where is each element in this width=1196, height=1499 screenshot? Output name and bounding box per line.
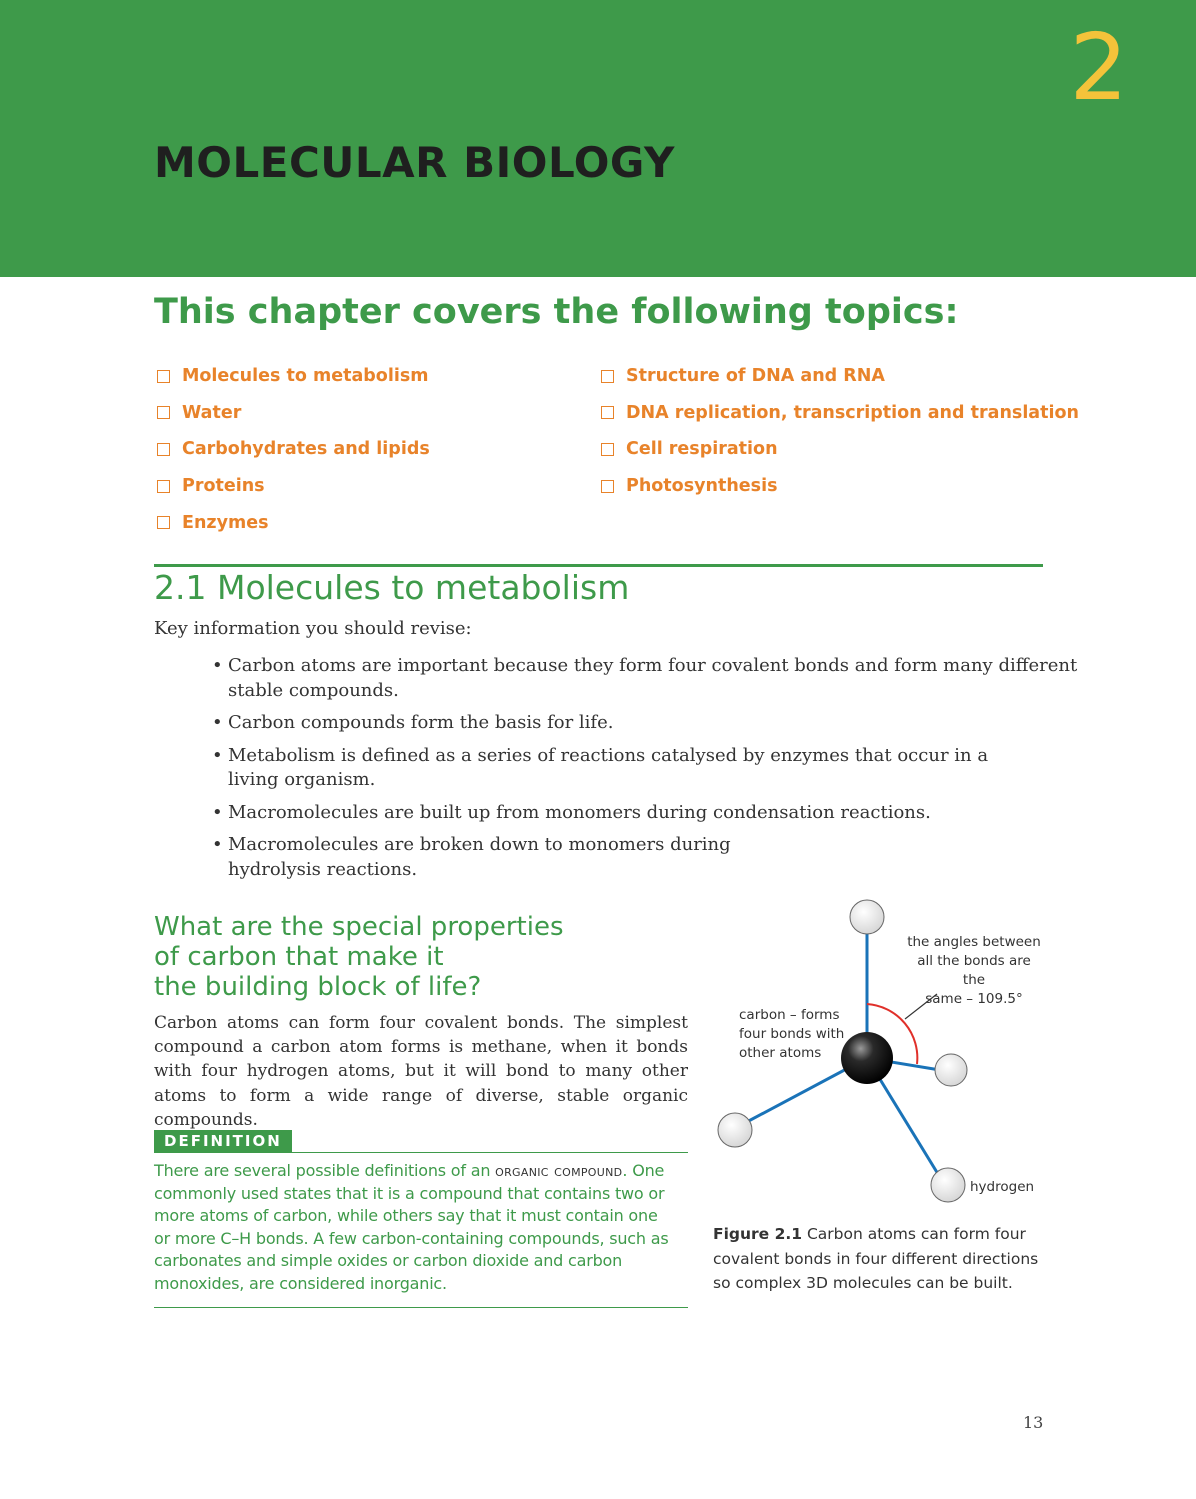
question-heading: What are the special properties of carbon that make it the building block of life? <box>154 912 564 1002</box>
list-item: • Macromolecules are built up from monomers during condensation reactions. <box>212 801 1077 826</box>
carbon-paragraph: Carbon atoms can form four covalent bonds. The simplest compound a carbon atom forms is methane, when it bonds with four hydrogen atoms, but it will bond to many other atoms to form a wide range of diverse, stable organic compounds. <box>154 1013 688 1130</box>
definition-box <box>154 1130 688 1308</box>
checkbox-icon <box>601 406 614 419</box>
hydrogen-atom-top <box>850 900 884 934</box>
topic-item: Water <box>154 395 430 432</box>
definition-rule-top <box>154 1152 688 1153</box>
figure-caption: Figure 2.1 Carbon atoms can form four covalent bonds in four different directions so complex 3D molecules can be built. <box>713 1225 1039 1292</box>
topic-item: Enzymes <box>154 504 430 541</box>
topic-item: DNA replication, transcription and translation <box>598 395 1079 432</box>
checkbox-icon <box>601 480 614 493</box>
section-title: 2.1 Molecules to metabolism <box>154 568 630 607</box>
checkbox-icon <box>157 443 170 456</box>
topics-list-right <box>598 358 1079 504</box>
checkbox-icon <box>157 480 170 493</box>
definition-tag: DEFINITION <box>154 1130 292 1152</box>
topic-item: Photosynthesis <box>598 468 1079 505</box>
checkbox-icon <box>601 443 614 456</box>
hydrogen-atom-bottom-right <box>931 1168 965 1202</box>
topic-item: Proteins <box>154 468 430 505</box>
hydrogen-atom-left <box>718 1113 752 1147</box>
section-divider <box>154 564 1043 567</box>
carbon-atom <box>841 1032 893 1084</box>
chapter-banner <box>0 0 1196 277</box>
key-info-list <box>212 654 1077 890</box>
hydrogen-label: hydrogen <box>970 1179 1035 1195</box>
chapter-title: MOLECULAR BIOLOGY <box>154 138 675 187</box>
topic-item: Structure of DNA and RNA <box>598 358 1079 395</box>
key-info-intro: Key information you should revise: <box>154 618 472 639</box>
figure-number: Figure 2.1 <box>713 1225 803 1243</box>
methane-figure <box>700 888 1060 1218</box>
topics-list-left <box>154 358 430 541</box>
topic-item: Carbohydrates and lipids <box>154 431 430 468</box>
list-item: • Metabolism is defined as a series of reactions catalysed by enzymes that occur in a living organism. <box>212 744 1077 793</box>
checkbox-icon <box>157 406 170 419</box>
checkbox-icon <box>157 516 170 529</box>
definition-text: There are several possible definitions of an organic compound. One commonly used states that it is a compound that contains two or more atoms of carbon, while others say that it must contain one or more C–H bonds. A few carbon-containing compounds, such as carbonates and simple oxides or carbon dioxide and carbon monoxides, are considered inorganic. <box>154 1161 669 1293</box>
list-item: • Carbon compounds form the basis for life. <box>212 711 1077 736</box>
checkbox-icon <box>157 370 170 383</box>
angle-label: the angles between all the bonds are the same – 109.5° <box>907 934 1041 1007</box>
chapter-number: 2 <box>1069 14 1128 121</box>
carbon-label: carbon – forms four bonds with other atoms <box>739 1007 845 1061</box>
definition-term: organic compound <box>495 1161 623 1180</box>
checkbox-icon <box>601 370 614 383</box>
topics-heading: This chapter covers the following topics: <box>154 292 959 332</box>
list-item: • Carbon atoms are important because they form four covalent bonds and form many different stable compounds. <box>212 654 1077 703</box>
list-item: • Macromolecules are broken down to monomers during hydrolysis reactions. <box>212 833 1077 882</box>
page-number: 13 <box>1023 1413 1044 1432</box>
hydrogen-atom-right <box>935 1054 967 1086</box>
definition-rule-bottom <box>154 1307 688 1308</box>
topic-item: Molecules to metabolism <box>154 358 430 395</box>
topic-item: Cell respiration <box>598 431 1079 468</box>
